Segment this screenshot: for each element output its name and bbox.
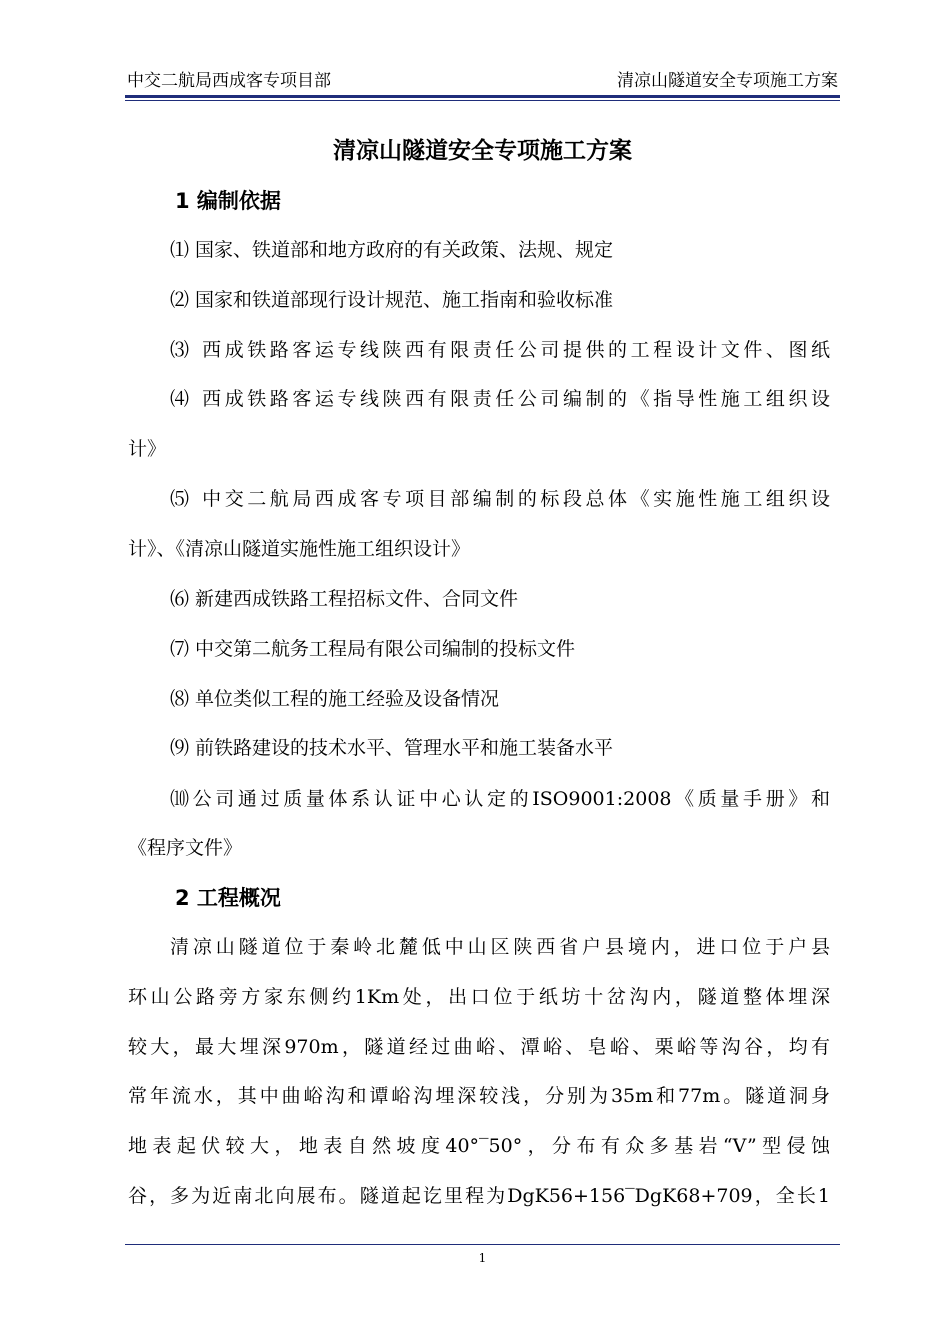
- basis-item-8: ⑻ 单位类似工程的施工经验及设备情况: [170, 688, 500, 710]
- basis-item-9: ⑼ 前铁路建设的技术水平、管理水平和施工装备水平: [170, 737, 614, 759]
- footer-rule: [125, 1244, 840, 1245]
- basis-item-7: ⑺ 中交第二航务工程局有限公司编制的投标文件: [170, 638, 576, 660]
- basis-item-1: ⑴ 国家、铁道部和地方政府的有关政策、法规、规定: [170, 239, 614, 261]
- header-project-name: 中交二航局西成客专项目部: [127, 71, 331, 91]
- document-title: 清凉山隧道安全专项施工方案: [333, 138, 632, 164]
- header-rule-thin: [125, 100, 840, 101]
- section-heading-overview: 2 工程概况: [175, 886, 281, 910]
- overview-line-4: 常年流水，其中曲峪沟和谭峪沟埋深较浅，分别为35m和77m。隧道洞身: [128, 1085, 830, 1107]
- basis-item-4-cont: 计》: [128, 438, 167, 460]
- overview-line-6: 谷，多为近南北向展布。隧道起讫里程为DgK56+156‾DgK68+709，全长1: [128, 1185, 830, 1207]
- overview-line-5: 地表起伏较大，地表自然坡度40°‾50°，分布有众多基岩“V”型侵蚀: [128, 1135, 830, 1157]
- basis-item-5: ⑸ 中交二航局西成客专项目部编制的标段总体《实施性施工组织设: [170, 488, 830, 510]
- basis-item-2: ⑵ 国家和铁道部现行设计规范、施工指南和验收标准: [170, 289, 614, 311]
- basis-item-6: ⑹ 新建西成铁路工程招标文件、合同文件: [170, 588, 519, 610]
- header-document-name: 清凉山隧道安全专项施工方案: [617, 71, 838, 91]
- page-number: 1: [478, 1251, 487, 1265]
- basis-item-3: ⑶ 西成铁路客运专线陕西有限责任公司提供的工程设计文件、图纸: [170, 339, 830, 361]
- overview-line-2: 环山公路旁方家东侧约1Km处，出口位于纸坊十岔沟内，隧道整体埋深: [128, 986, 830, 1008]
- overview-line-3: 较大，最大埋深970m，隧道经过曲峪、潭峪、皂峪、栗峪等沟谷，均有: [128, 1036, 830, 1058]
- basis-item-4: ⑷ 西成铁路客运专线陕西有限责任公司编制的《指导性施工组织设: [170, 388, 830, 410]
- section-heading-basis: 1 编制依据: [175, 189, 281, 213]
- basis-item-10: ⑽公司通过质量体系认证中心认定的ISO9001:2008《质量手册》和: [170, 788, 830, 810]
- overview-line-1: 清凉山隧道位于秦岭北麓低中山区陕西省户县境内，进口位于户县: [170, 936, 830, 958]
- basis-item-5-cont: 计》、《清凉山隧道实施性施工组织设计》: [128, 538, 471, 560]
- basis-item-10-cont: 《程序文件》: [128, 837, 243, 859]
- header-rule-thick: [125, 95, 840, 98]
- page-header: [125, 70, 840, 96]
